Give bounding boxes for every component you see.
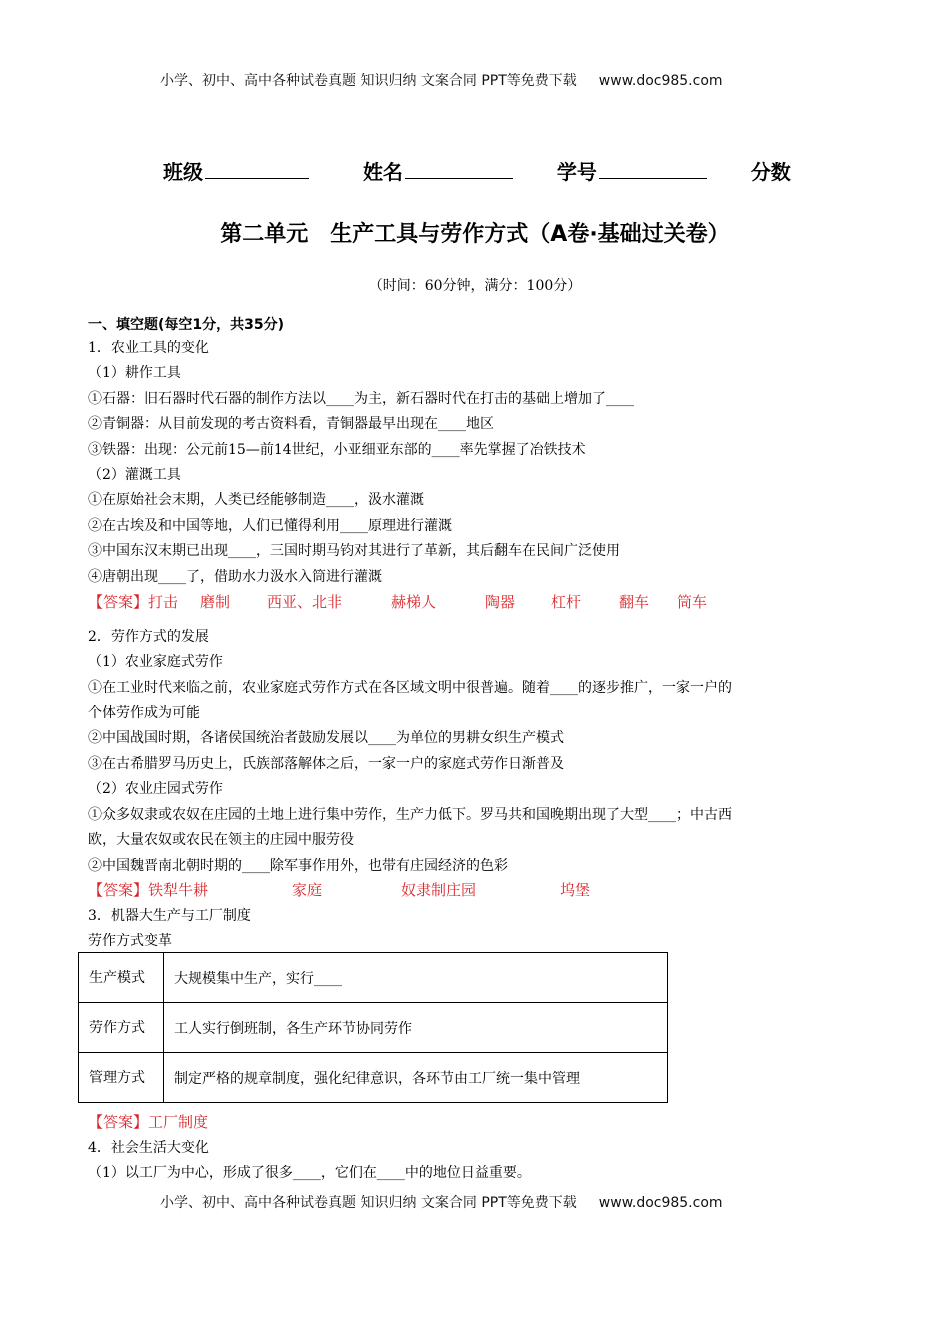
name-label: 姓名 [362, 160, 403, 184]
class-blank [205, 162, 309, 179]
q1-line: ①在原始社会末期，人类已经能够制造____，汲水灌溉 [88, 492, 424, 508]
q1-title: 1．农业工具的变化 [88, 340, 209, 356]
header-text: 小学、初中、高中各种试卷真题 知识归纳 文案合同 PPT等免费下载 [160, 73, 577, 89]
q1-line: ③铁器：出现：公元前15—前14世纪，小亚细亚东部的____率先掌握了冶铁技术 [88, 442, 586, 458]
answer-item: 筒车 [677, 593, 708, 611]
number-label: 学号 [556, 160, 597, 184]
answer-item: 西亚、北非 [267, 593, 343, 611]
q2-line: ③在古希腊罗马历史上，氏族部落解体之后，一家一户的家庭式劳作日渐普及 [88, 756, 564, 772]
table-key: 劳作方式 [79, 1003, 164, 1053]
q2-line: ①众多奴隶或农奴在庄园的土地上进行集中劳作，生产力低下。罗马共和国晚期出现了大型____；中古西 [88, 807, 732, 823]
table-key: 管理方式 [79, 1053, 164, 1103]
q1-line: ②在古埃及和中国等地，人们已懂得利用____原理进行灌溉 [88, 518, 452, 534]
student-info-line [163, 156, 791, 185]
table-value: 工人实行倒班制，各生产环节协同劳作 [164, 1003, 668, 1053]
page-header [160, 70, 723, 90]
answer-label: 【答案】 [88, 881, 149, 899]
q1-answer [88, 591, 707, 612]
answer-item: 陶器 [485, 593, 516, 611]
answer-item: 打击 [148, 593, 179, 611]
number-blank [599, 162, 707, 179]
q2-line: 个体劳作成为可能 [88, 705, 200, 721]
table-row [79, 1003, 668, 1053]
score-label: 分数 [750, 160, 791, 184]
section-heading: 一、填空题(每空1分，共35分) [88, 317, 285, 333]
q3-caption: 劳作方式变革 [88, 933, 172, 949]
answer-item: 铁犁牛耕 [148, 881, 209, 899]
answer-item: 翻车 [619, 593, 650, 611]
footer-text: 小学、初中、高中各种试卷真题 知识归纳 文案合同 PPT等免费下载 [160, 1195, 577, 1211]
answer-item: 家庭 [292, 881, 323, 899]
answer-item: 坞堡 [560, 881, 591, 899]
q2-line: ①在工业时代来临之前，农业家庭式劳作方式在各区域文明中很普遍。随着____的逐步推广，一家一户的 [88, 680, 732, 696]
table-row [79, 953, 668, 1003]
q1-line: ②青铜器：从目前发现的考古资料看，青铜器最早出现在____地区 [88, 416, 494, 432]
q2-title: 2．劳作方式的发展 [88, 629, 209, 645]
q2-answer [88, 879, 590, 900]
q1-line: ①石器：旧石器时代石器的制作方法以____为主，新石器时代在打击的基础上增加了____ [88, 391, 634, 407]
name-blank [405, 162, 513, 179]
q4-line: （1）以工厂为中心，形成了很多____，它们在____中的地位日益重要。 [88, 1165, 531, 1181]
answer-item: 工厂制度 [148, 1113, 209, 1131]
answer-item: 杠杆 [551, 593, 582, 611]
page-title: 第二单元 生产工具与劳作方式（A卷·基础过关卷） [220, 222, 730, 247]
footer-site-link[interactable]: www.doc985.com [598, 1195, 723, 1211]
q4-title: 4．社会生活大变化 [88, 1140, 209, 1156]
q3-answer [88, 1111, 208, 1132]
q2-line: 欧，大量农奴或农民在领主的庄园中服劳役 [88, 832, 354, 848]
answer-item: 赫梯人 [391, 593, 437, 611]
table-row [79, 1053, 668, 1103]
q2-line: ②中国魏晋南北朝时期的____除军事作用外，也带有庄园经济的色彩 [88, 858, 508, 874]
table-value: 大规模集中生产，实行____ [164, 953, 668, 1003]
answer-label: 【答案】 [88, 1113, 149, 1131]
q2-sub2: （2）农业庄园式劳作 [88, 781, 223, 797]
q1-sub2: （2）灌溉工具 [88, 467, 181, 483]
q1-line: ④唐朝出现____了，借助水力汲水入筒进行灌溉 [88, 569, 382, 585]
table-key: 生产模式 [79, 953, 164, 1003]
q2-line: ②中国战国时期，各诸侯国统治者鼓励发展以____为单位的男耕女织生产模式 [88, 730, 564, 746]
answer-label: 【答案】 [88, 593, 149, 611]
q1-line: ③中国东汉末期已出现____，三国时期马钧对其进行了革新，其后翻车在民间广泛使用 [88, 543, 620, 559]
labor-change-table [78, 952, 668, 1103]
answer-item: 奴隶制庄园 [401, 881, 477, 899]
q2-sub1: （1）农业家庭式劳作 [88, 654, 223, 670]
page-footer [160, 1192, 723, 1212]
q3-title: 3．机器大生产与工厂制度 [88, 908, 251, 924]
q1-sub1: （1）耕作工具 [88, 365, 181, 381]
answer-item: 磨制 [200, 593, 231, 611]
page-subtitle: （时间：60分钟，满分：100分） [368, 278, 582, 294]
header-site-link[interactable]: www.doc985.com [598, 73, 723, 89]
class-label: 班级 [163, 160, 203, 184]
table-value: 制定严格的规章制度，强化纪律意识，各环节由工厂统一集中管理 [164, 1053, 668, 1103]
